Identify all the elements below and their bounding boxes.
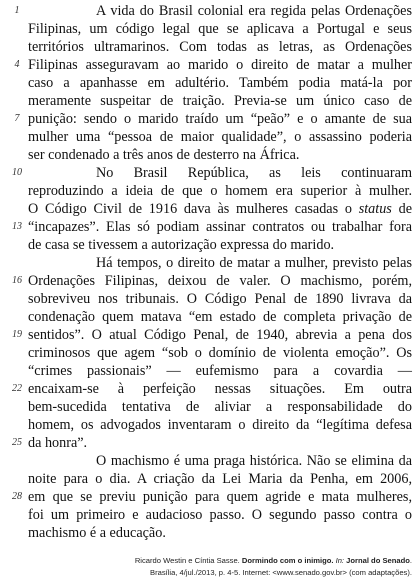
line-number: 22 (12, 383, 22, 394)
text-line: Ordenações Filipinas, deixou de valer. O machismo, porém, (28, 273, 412, 289)
text-line: mulher uma “pessoa de maior qualidade”, o assassino poderia (28, 129, 412, 145)
text-line: A vida do Brasil colonial era regida pelas Ordenações (96, 3, 412, 19)
text-line: noite para o dia. A criação da Lei Maria da Penha, em 2006, (28, 471, 412, 487)
text-line: da honra”. (28, 435, 88, 451)
source-in-label: In: (335, 556, 345, 565)
text-line: homem, os advogados inventaram o direito da “legítima defesa (28, 417, 412, 433)
source-journal: Jornal do Senado (346, 556, 410, 565)
text-line: Há tempos, o direito de matar a mulher, previsto pelas (96, 255, 412, 271)
text-line: sobreviveu nos tribunais. O Código Penal de 1890 livrava da (28, 291, 412, 307)
text-line: de casa se tivessem a autorização expressa do marido. (28, 237, 335, 253)
text-line: O machismo é uma praga histórica. Não se elimina da (96, 453, 412, 469)
line-number: 19 (12, 329, 22, 340)
text-line: condenação quem matava “em estado de completa privação de (28, 309, 412, 325)
text-line: territórios ultramarinos. Com todas as letras, as Ordenações (28, 39, 412, 55)
line-number: 4 (14, 59, 20, 70)
source-citation (135, 556, 412, 566)
line-number: 28 (12, 491, 22, 502)
line-number: 1 (14, 5, 20, 16)
text-line: No Brasil República, as leis continuaram (96, 165, 412, 181)
text-line: sentidos”. O atual Código Penal, de 1940, abrevia a pena dos (28, 327, 412, 343)
source-citation-line-2: Brasília, 4/jul./2013, p. 4-5. Internet: <www.senado.gov.br> (com adaptações). (150, 568, 412, 577)
text-line: encaixam-se à perfeição nessas situações. Em outra (28, 381, 412, 397)
line-number: 10 (12, 167, 22, 178)
text-line: meramente suspeitar de traição. Previa-se um único caso de (28, 93, 412, 109)
line-number: 7 (14, 113, 20, 124)
source-authors: Ricardo Westin e Cíntia Sasse. (134, 556, 240, 565)
text-line: bem-sucedida tentativa de aliviar a responsabilidade do (28, 399, 412, 415)
source-title: Dormindo com o inimigo. (241, 556, 334, 565)
text-line: punição: sendo o marido traído um “peão” e o amante de sua (28, 111, 412, 127)
text-line: foi um primeiro e audacioso passo. O segundo passo contra o (28, 507, 412, 523)
text-line: ser condenado a três anos de desterro na África. (28, 147, 300, 163)
line-number: 16 (12, 275, 22, 286)
text-line: O Código Civil de 1916 dava às mulheres casadas o status de (28, 201, 412, 217)
text-line: criminosos que agem “sob o domínio de violenta emoção”. Os (28, 345, 412, 361)
text-line: Filipinas, um código legal que se aplicava a Portugal e seus (28, 21, 412, 37)
text-line: machismo é a educação. (28, 525, 166, 541)
text-line: caso a apanhasse em adultério. Também podia matá-la por (28, 75, 412, 91)
line-number: 13 (12, 221, 22, 232)
line-number: 25 (12, 437, 22, 448)
source-title-tail: . (409, 556, 412, 565)
text-line: Filipinas asseguravam ao marido o direito de matar a mulher (28, 57, 412, 73)
text-line: em que se previu punição para quem agride e mata mulheres, (28, 489, 412, 505)
text-line: “incapazes”. Elas só podiam assinar contratos ou trabalhar fora (28, 219, 412, 235)
text-line: “crimes passionais” — eufemismo para a covardia — (28, 363, 412, 379)
text-line: reproduzindo a ideia de que o homem era superior à mulher. (28, 183, 412, 199)
